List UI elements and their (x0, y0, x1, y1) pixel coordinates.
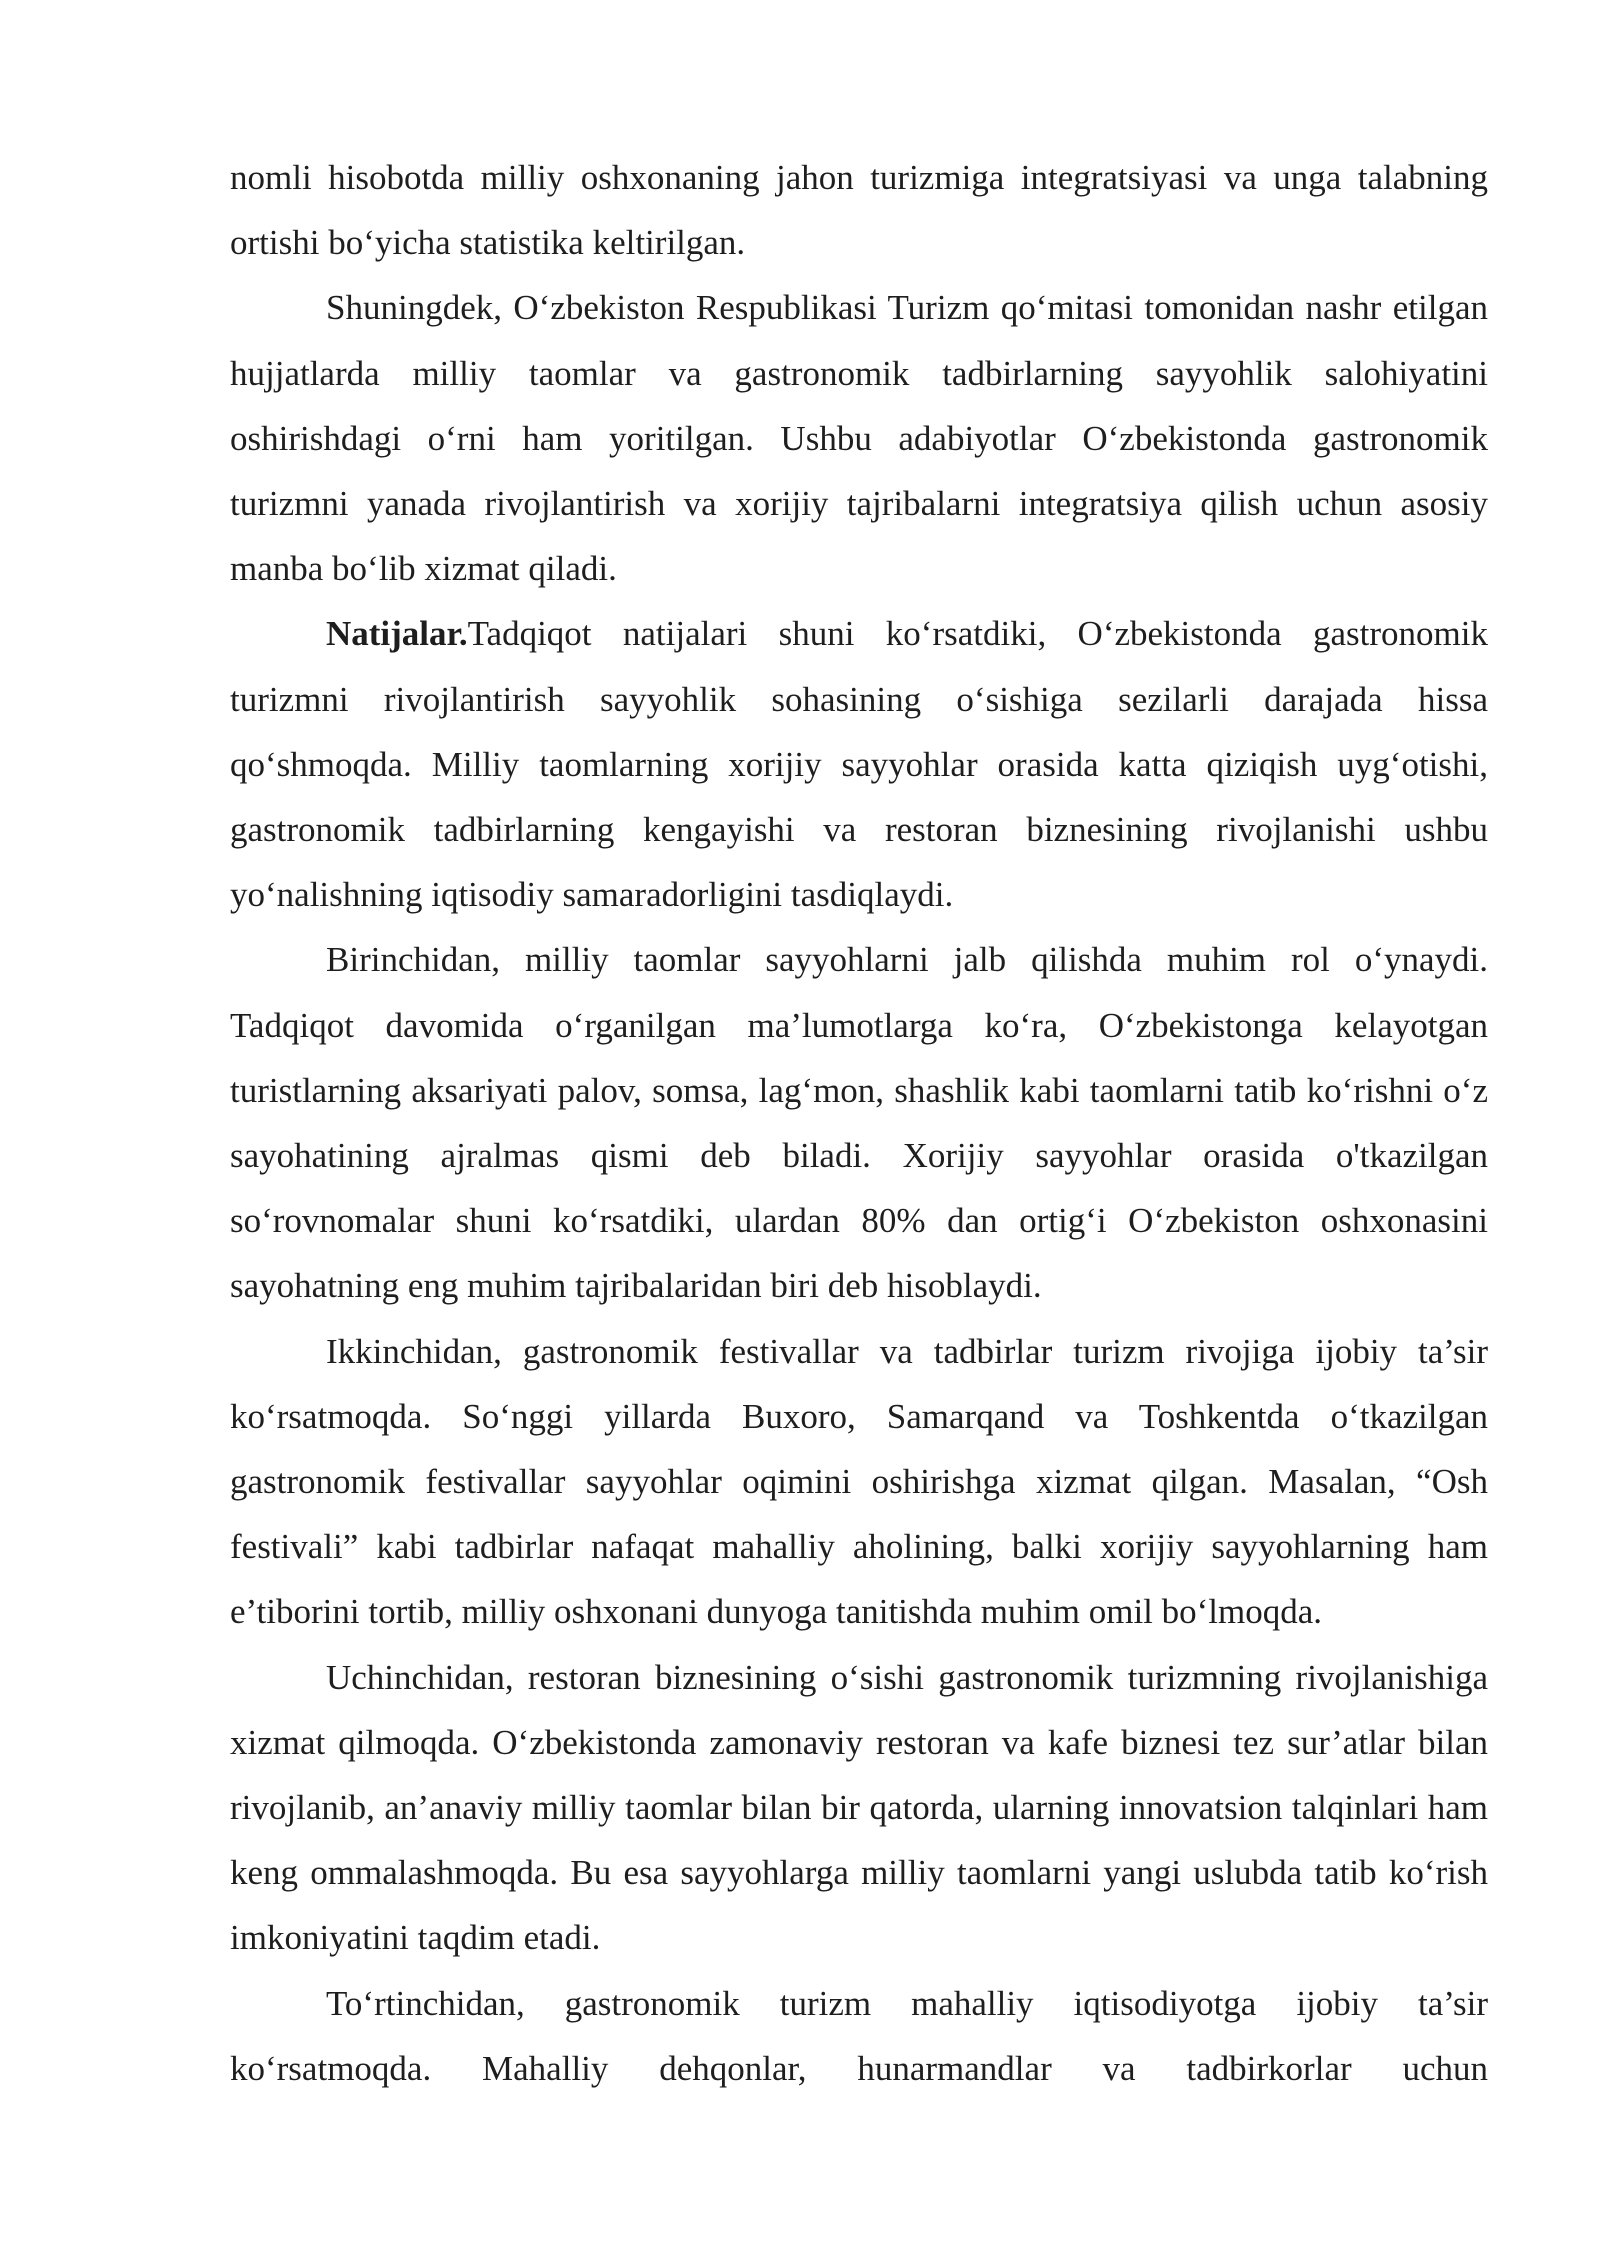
paragraph-1 (230, 145, 1488, 275)
paragraph-7-text: To‘rtinchidan, gastronomik turizm mahalliy iqtisodiyotga ijobiy ta’sir ko‘rsatmoqda. Mahalliy dehqonlar, hunarmandlar va tadbirkorlar uchun (230, 1983, 1488, 2088)
paragraph-5 (230, 1319, 1488, 1645)
paragraph-results-text: Tadqiqot natijalari shuni ko‘rsatdiki, O‘zbekistonda gastronomik turizmni rivojlantirish sayyohlik sohasining o‘sishiga sezilarli darajada hissa qo‘shmoqda. Milliy taomlarning xorijiy sayyohlar orasida katta qiziqish uyg‘otishi, gastronomik tadbirlarning kengayishi va restoran biznesining rivojlanishi ushbu yo‘nalishning iqtisodiy samaradorligini tasdiqlaydi. (230, 614, 1488, 915)
paragraph-2 (230, 275, 1488, 601)
paragraph-results (230, 601, 1488, 927)
paragraph-4 (230, 927, 1488, 1318)
paragraph-5-text: Ikkinchidan, gastronomik festivallar va tadbirlar turizm rivojiga ijobiy ta’sir ko‘rsatmoqda. So‘nggi yillarda Buxoro, Samarqand va Toshkentda o‘tkazilgan gastronomik festivallar sayyohlar oqimini oshirishga xizmat qilgan. Masalan, “Osh festivali” kabi tadbirlar nafaqat mahalliy aholining, balki xorijiy sayyohlarning ham e’tiborini tortib, milliy oshxonani dunyoga tanitishda muhim omil bo‘lmoqda. (230, 1331, 1488, 1632)
paragraph-2-text: Shuningdek, O‘zbekiston Respublikasi Turizm qo‘mitasi tomonidan nashr etilgan hujjatlarda milliy taomlar va gastronomik tadbirlarning sayyohlik salohiyatini oshirishdagi o‘rni ham yoritilgan. Ushbu adabiyotlar O‘zbekistonda gastronomik turizmni yanada rivojlantirish va xorijiy tajribalarni integratsiya qilish uchun asosiy manba bo‘lib xizmat qiladi. (230, 288, 1488, 589)
paragraph-1-text: nomli hisobotda milliy oshxonaning jahon turizmiga integratsiyasi va unga talabning ortishi bo‘yicha statistika keltirilgan. (230, 158, 1488, 263)
paragraph-4-text: Birinchidan, milliy taomlar sayyohlarni jalb qilishda muhim rol o‘ynaydi. Tadqiqot davomida o‘rganilgan ma’lumotlarga ko‘ra, O‘zbekistonga kelayotgan turistlarning aksariyati palov, somsa, lag‘mon, shashlik kabi taomlarni tatib ko‘rishni o‘z sayohatining ajralmas qismi deb biladi. Xorijiy sayyohlar orasida o'tkazilgan so‘rovnomalar shuni ko‘rsatdiki, ulardan 80% dan ortig‘i O‘zbekiston oshxonasini sayohatning eng muhim tajribalaridan biri deb hisoblaydi. (230, 940, 1488, 1306)
paragraph-7 (230, 1971, 1488, 2101)
document-page (230, 145, 1488, 2101)
paragraph-6-text: Uchinchidan, restoran biznesining o‘sishi gastronomik turizmning rivojlanishiga xizmat qilmoqda. O‘zbekistonda zamonaviy restoran va kafe biznesi tez sur’atlar bilan rivojlanib, an’anaviy milliy taomlar bilan bir qatorda, ularning innovatsion talqinlari ham keng ommalashmoqda. Bu esa sayyohlarga milliy taomlarni yangi uslubda tatib ko‘rish imkoniyatini taqdim etadi. (230, 1657, 1488, 1958)
paragraph-6 (230, 1645, 1488, 1971)
section-heading-results: Natijalar. (326, 614, 468, 654)
